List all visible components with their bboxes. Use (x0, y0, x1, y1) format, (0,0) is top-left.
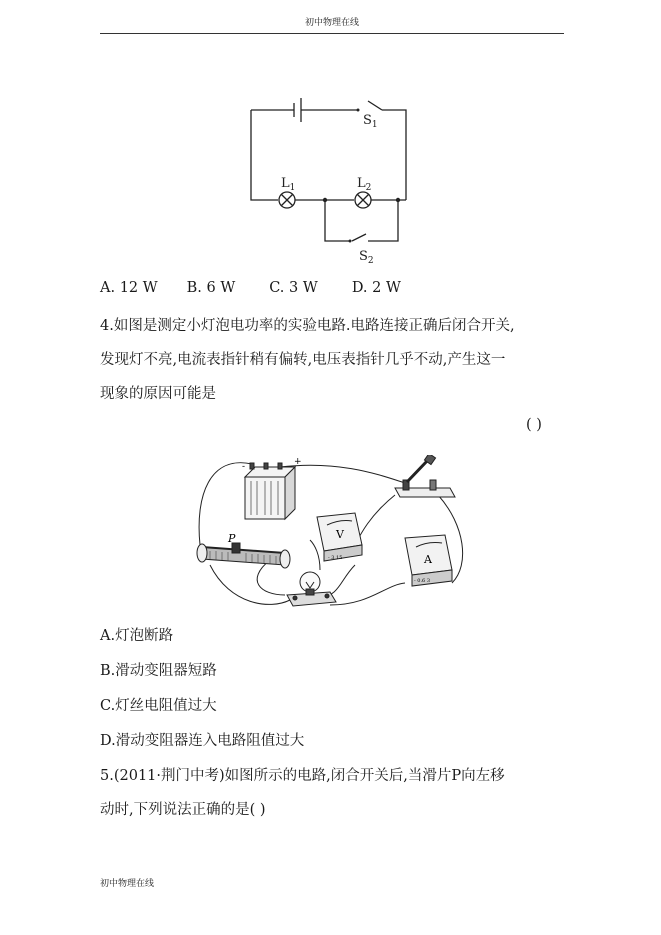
q5-line-2: 动时,下列说法正确的是( ) (100, 802, 266, 818)
lamp-l2-label: $L_2$ (357, 176, 372, 193)
voltmeter-label: V (336, 528, 344, 541)
battery-minus-sign: - (242, 462, 246, 472)
battery-plus-sign: + (294, 457, 302, 467)
q3-option-c: C. 3 W (269, 280, 318, 296)
q5-line-1: 5.(2011·荆门中考)如图所示的电路,闭合开关后,当滑片P向左移 (100, 768, 505, 784)
q4-line-2: 发现灯不亮,电流表指针稍有偏转,电压表指针几乎不动,产生这一 (100, 352, 506, 368)
q4-option-d: D.滑动变阻器连入电路阻值过大 (100, 733, 305, 749)
q4-line-1: 4.如图是测定小灯泡电功率的实验电路.电路连接正确后闭合开关, (100, 318, 515, 334)
lamp-l1-label: $L_1$ (281, 176, 296, 193)
q4-option-c: C.灯丝电阻值过大 (100, 698, 217, 714)
q4-line-3: 现象的原因可能是 (100, 386, 216, 402)
q4-answer-paren: ( ) (526, 417, 542, 433)
page-header: 初中物理在线 (100, 14, 564, 34)
switch-s1-label: $S_1$ (363, 113, 378, 130)
circuit-diagram-q3 (240, 90, 420, 265)
ammeter-scale: - 0.6 3 (414, 578, 431, 584)
page-footer: 初中物理在线 (100, 879, 155, 889)
q3-option-b: B. 6 W (186, 280, 236, 296)
q4-option-a: A.灯泡断路 (100, 628, 174, 644)
switch-s2-label: $S_2$ (359, 249, 374, 265)
q4-option-b: B.滑动变阻器短路 (100, 663, 217, 679)
experiment-apparatus-figure (190, 455, 470, 620)
q3-option-d: D. 2 W (351, 280, 401, 296)
q3-options (100, 280, 401, 296)
q3-option-a: A. 12 W (100, 280, 158, 296)
ammeter-label: A (424, 553, 432, 566)
rheostat-slider-label: P (228, 532, 236, 545)
voltmeter-scale: - 3 15 (328, 555, 343, 561)
